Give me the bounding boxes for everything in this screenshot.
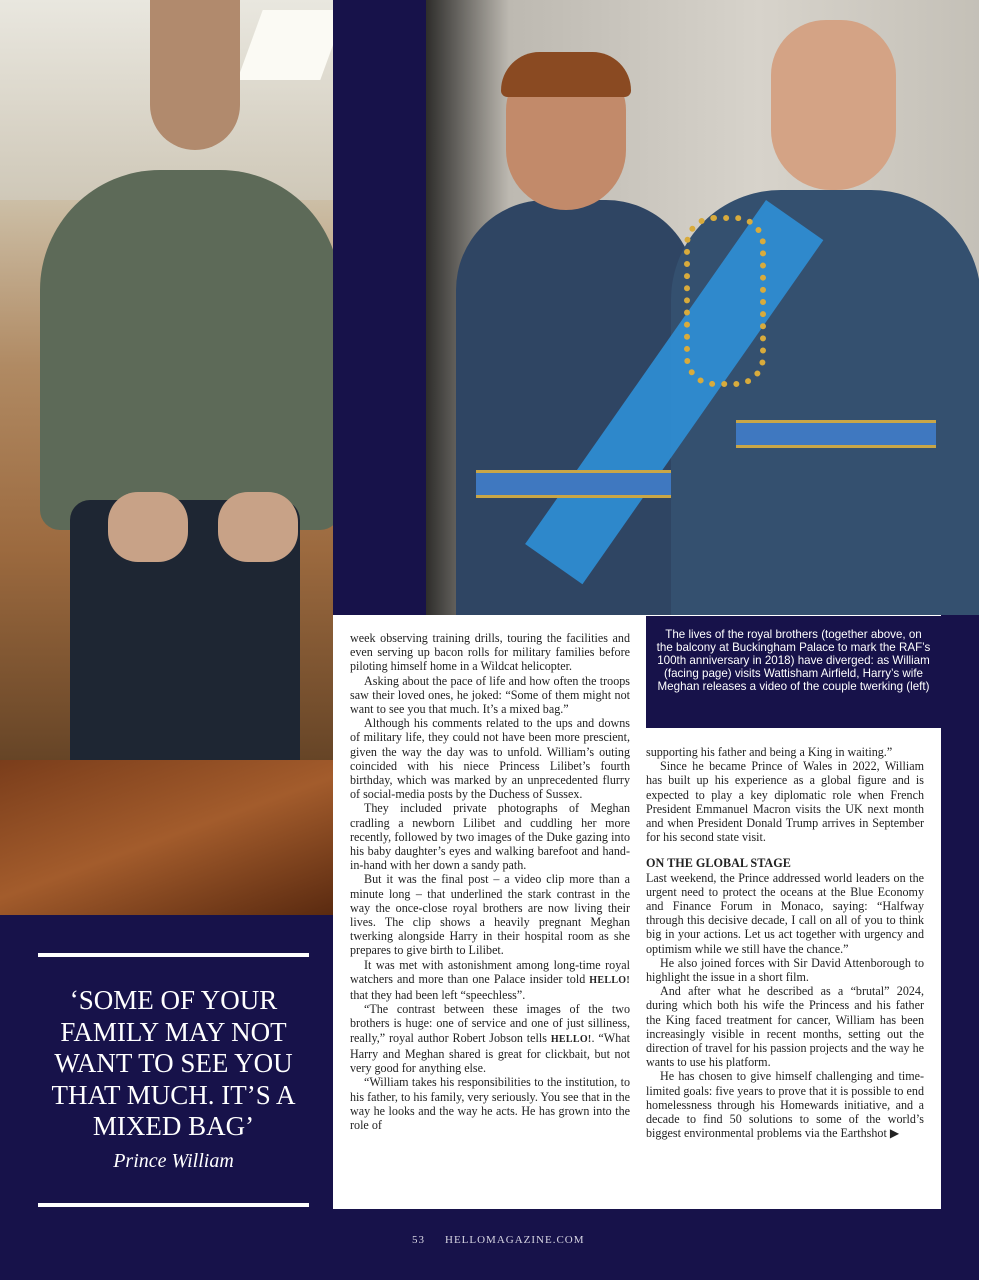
paragraph bbox=[350, 1002, 630, 1075]
paragraph bbox=[350, 958, 630, 1003]
article-column-2 bbox=[646, 745, 924, 1140]
text: “The contrast between these images of the two brothers is huge: one of service and one of just silliness, really,” royal author Robert Jobson tells bbox=[350, 1002, 630, 1045]
photo-william-head bbox=[771, 20, 896, 190]
photo-caption: The lives of the royal brothers (together above, on the balcony at Buckingham Palace to mark the RAF’s 100th anniversary in 2018) have diverged: as William (facing page) visits Wattisham Airfield, Harry’s wife Meghan releases a video of the couple twerking (left) bbox=[646, 616, 941, 728]
photo-gold-cord bbox=[684, 215, 766, 387]
page-footer bbox=[412, 1234, 605, 1246]
brand-hello: HELLO! bbox=[589, 974, 630, 986]
paragraph: He also joined forces with Sir David Attenborough to highlight the issue in a short film. bbox=[646, 955, 924, 985]
quote-rule-bottom bbox=[38, 1203, 309, 1207]
footer-site: HELLOMAGAZINE.COM bbox=[445, 1234, 585, 1246]
article-column-1 bbox=[350, 631, 630, 1132]
text: . “What Harry and Meghan shared is great for clickbait, but not very good for anything else. bbox=[350, 1030, 630, 1076]
paragraph: Asking about the pace of life and how often the troops saw their loved ones, he joked: “Some of them might not want to see you that much. It’s a mixed bag.” bbox=[350, 673, 630, 717]
photo-belt bbox=[736, 420, 936, 448]
paragraph: Since he became Prince of Wales in 2022, William has built up his experience as a global figure and is expected to play a key diplomatic role when French President Emmanuel Macron visits the UK next month and when President Donald Trump arrives in September for his second state visit. bbox=[646, 759, 924, 845]
photo-person-torso bbox=[40, 170, 333, 530]
page-number: 53 bbox=[412, 1234, 425, 1246]
photo-royal-brothers bbox=[426, 0, 981, 615]
paragraph: He has chosen to give himself challenging and time-limited goals: five years to prove that it is possible to end homelessness through his Homewards initiative, and a decade to find 50 solutions to some of the world’s biggest environmental problems via the Earthshot ▶ bbox=[646, 1069, 924, 1141]
paragraph: “William takes his responsibilities to the institution, to his father, to his family, very seriously. You see that in the way he looks and the way he acts. He has grown into the role of bbox=[350, 1075, 630, 1132]
section-heading: ON THE GLOBAL STAGE bbox=[646, 856, 791, 871]
paragraph: They included private photographs of Meghan cradling a newborn Lilibet and cuddling her more recently, followed by two images of the Duke gazing into his baby daughter’s eyes and walking barefoot and hand-in-hand with her down a sandy path. bbox=[350, 801, 630, 873]
text: that they had been left “speechless”. bbox=[350, 988, 526, 1003]
pull-quote-author: Prince William bbox=[113, 1150, 234, 1172]
text: It was met with astonishment among long-time royal watchers and more than one Palace insider told bbox=[350, 957, 630, 986]
paragraph: And after what he described as a “brutal” 2024, during which both his wife the Princess and his father the King faced treatment for cancer, William has been increasingly visible in recent months, setting out the direction of travel for his passion projects and the way he wants to use his platform. bbox=[646, 984, 924, 1070]
paragraph: supporting his father and being a King in waiting.” bbox=[646, 745, 893, 759]
paragraph: Although his comments related to the ups and downs of military life, they could not have been more prescient, given the way the day was to unfold. William’s outing coincided with his niece Princess Lilibet’s fourth birthday, which was marked by an unprecedented flurry of social-media posts by the Duchess of Sussex. bbox=[350, 716, 630, 802]
quote-rule-top bbox=[38, 953, 309, 957]
photo-belt bbox=[476, 470, 671, 498]
brand-hello: HELLO! bbox=[550, 1033, 592, 1045]
photo-person-head bbox=[150, 0, 240, 150]
paragraph: week observing training drills, touring the facilities and even serving up bacon rolls for military families before piloting himself home in a Wildcat helicopter. bbox=[350, 631, 630, 674]
paragraph: Last weekend, the Prince addressed world leaders on the urgent need to protect the oceans at the Blue Economy and Finance Forum in Monaco, saying: “Halfway through this decisive decade, I call on all of you to think big in your actions. Let us act together with urgency and optimism while we still have the chance.” bbox=[646, 870, 924, 956]
photo-hand-right bbox=[218, 492, 298, 562]
photo-table bbox=[0, 760, 333, 915]
photo-hand-left bbox=[108, 492, 188, 562]
paragraph: But it was the final post – a video clip more than a minute long – that underlined the stark contrast in the way the once-close royal brothers are now living their lives. The clip shows a heavily pregnant Meghan twerking alongside Harry in their hospital room as she prepares to give birth to Lilibet. bbox=[350, 872, 630, 958]
pull-quote: ‘SOME OF YOUR FAMILY MAY NOT WANT TO SEE YOU THAT MUCH. IT’S A MIXED BAG’ bbox=[51, 985, 296, 1141]
photo-harry-hair bbox=[501, 52, 631, 97]
photo-twerking-video bbox=[0, 0, 333, 915]
